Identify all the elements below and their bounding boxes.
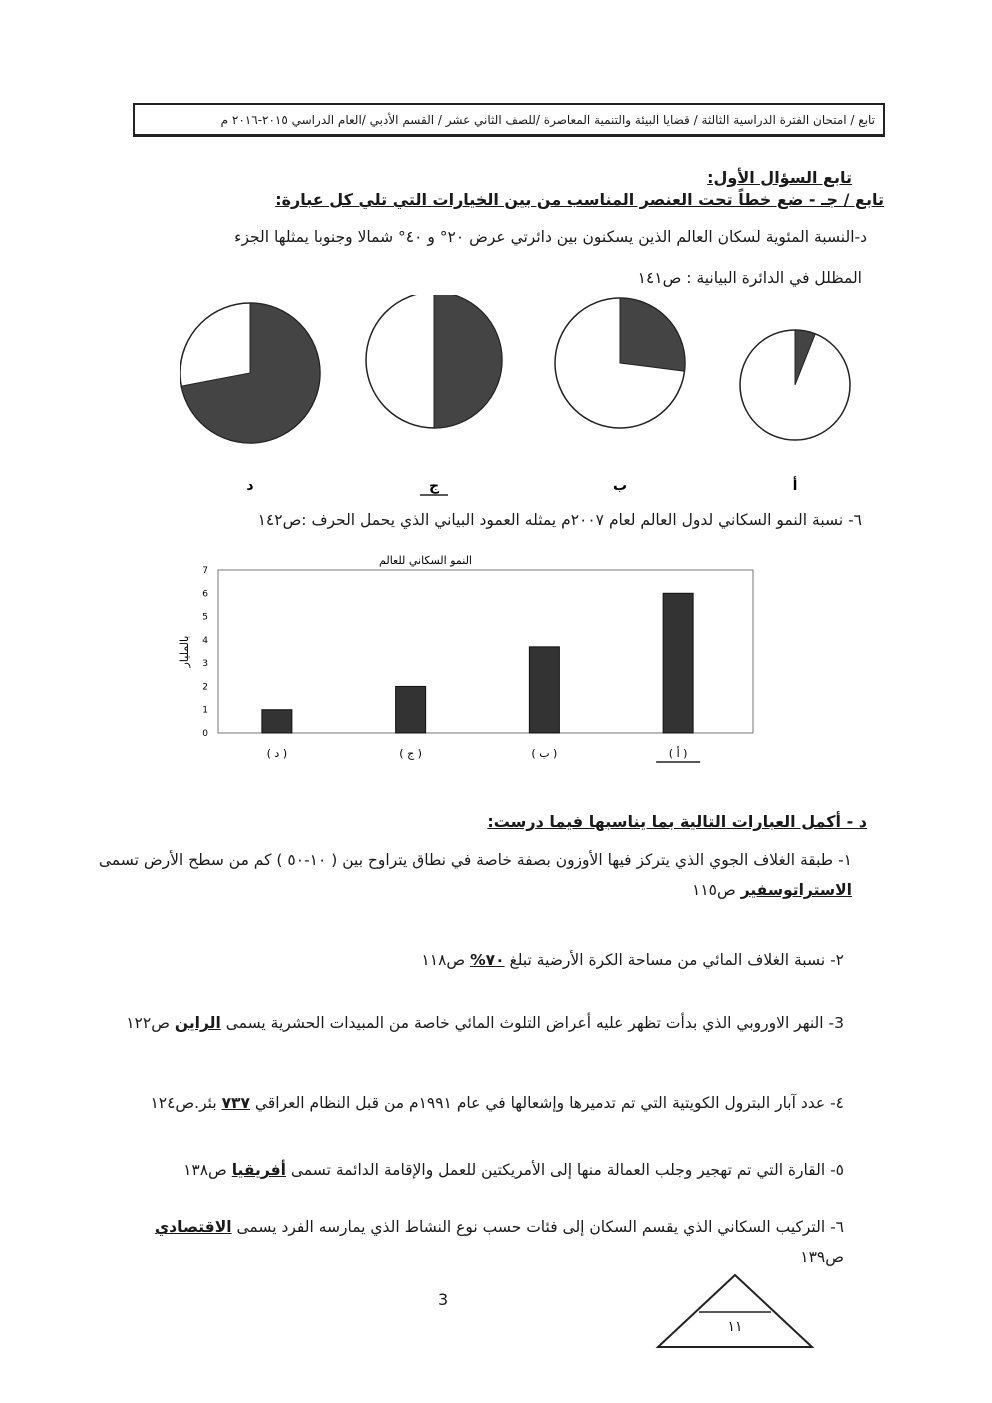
- x-tick-label: ( ب ): [531, 747, 558, 760]
- item-ref: ص١١٥: [692, 881, 736, 899]
- section-subtitle: تابع / جـ - ضع خطاً تحت العنصر المناسب من بين الخيارات التي تلي كل عبارة:: [275, 190, 884, 209]
- partD-item-4: [114, 1088, 844, 1118]
- partD-item-5: [124, 1155, 844, 1185]
- item-number: ٥-: [830, 1161, 844, 1179]
- x-tick-label: ( أ ): [668, 747, 688, 760]
- item-ref: بئر.ص١٢٤: [150, 1094, 217, 1112]
- item-number: ١-: [838, 851, 852, 869]
- section-title: تابع السؤال الأول:: [707, 168, 852, 187]
- item-text: طبقة الغلاف الجوي الذي يتركز فيها الأوزون بصفة خاصة في نطاق يتراوح بين ( ١٠-٥٠ ) كم من سطح الأرض تسمى: [98, 851, 834, 869]
- item-answer: أفريقيا: [231, 1161, 286, 1179]
- population-growth-chart: [168, 554, 768, 784]
- score-value: ١١: [727, 1319, 743, 1335]
- item-text: القارة التي تم تهجير وجلب العمالة منها إلى الأمريكتين للعمل والإقامة الدائمة تسمى: [290, 1161, 826, 1179]
- item-text: عدد آبار البترول الكويتية التي تم تدميرها وإشعالها في عام ١٩٩١م من قبل النظام العراقي: [254, 1094, 826, 1112]
- partD-item-2: [144, 945, 844, 975]
- item-answer: ٧٣٧: [221, 1094, 250, 1112]
- item-answer: ٧٠%: [470, 951, 505, 969]
- bar: [663, 593, 693, 733]
- item-answer: الراين: [174, 1014, 221, 1032]
- pie-option-label: أ: [792, 478, 798, 494]
- page-number: 3: [438, 1290, 449, 1309]
- y-tick-label: 0: [202, 729, 208, 739]
- item-number: 3-: [828, 1014, 844, 1032]
- exam-header-text: تابع / امتحان الفترة الدراسية الثالثة / قضايا البيئة والتنمية المعاصرة /للصف الثاني عشر / القسم الأدبي /العام الدراسي ٢٠١٥-٢٠١٦ م: [220, 113, 875, 127]
- y-tick-label: 1: [202, 705, 208, 716]
- item-text: التركيب السكاني الذي يقسم السكان إلى فئات حسب نوع النشاط الذي يمارسه الفرد يسمى: [236, 1218, 826, 1236]
- y-tick-label: 7: [202, 566, 208, 576]
- bar: [262, 710, 292, 733]
- item-answer: الاستراتوسفير: [740, 881, 852, 899]
- item-number: ٢-: [830, 951, 844, 969]
- item-text: نسبة الغلاف المائي من مساحة الكرة الأرضية تبلغ: [509, 951, 826, 969]
- score-triangle: [655, 1272, 815, 1354]
- item-answer: الاقتصادي: [154, 1218, 232, 1236]
- item-ref: ص١١٨: [421, 951, 466, 969]
- pie-option-label: د: [246, 478, 254, 494]
- x-tick-label: ( ج ): [399, 747, 422, 760]
- item-ref: ص١٣٨: [183, 1161, 227, 1179]
- pie-options: [180, 295, 880, 505]
- y-tick-label: 6: [202, 589, 208, 600]
- y-tick-label: 2: [202, 682, 208, 693]
- chart-ylabel: بالمليار: [178, 635, 191, 668]
- bar: [529, 647, 559, 733]
- y-tick-label: 5: [202, 612, 208, 623]
- item-number: ٤-: [830, 1094, 844, 1112]
- q5-text-line2: المظلل في الدائرة البيانية : ص١٤١: [637, 269, 862, 287]
- pie-shaded-slice: [620, 298, 685, 371]
- pie-option-label: ج: [428, 478, 440, 494]
- exam-header: [133, 103, 885, 137]
- pie-shaded-slice: [434, 295, 502, 428]
- item-ref: ص١٣٩: [800, 1248, 844, 1266]
- chart-title: النمو السكاني للعالم: [379, 554, 472, 567]
- item-number: ٦-: [830, 1218, 844, 1236]
- partD-title: د - أكمل العبارات التالية بما يناسبها فيما درست:: [487, 812, 867, 831]
- pie-option-label: ب: [612, 478, 628, 494]
- y-tick-label: 4: [202, 635, 208, 646]
- q5-text-line1: د-النسبة المئوية لسكان العالم الذين يسكنون بين دائرتي عرض ٢٠° و ٤٠° شمالا وجنوبا يمثلها الجزء: [234, 228, 867, 246]
- partD-item-6: [114, 1212, 844, 1272]
- bar: [396, 686, 426, 733]
- q6-text: ٦- نسبة النمو السكاني لدول العالم لعام ٢٠٠٧م يمثله العمود البياني الذي يحمل الحرف :ص١٤٢: [257, 511, 862, 529]
- item-ref: ص١٢٢: [126, 1014, 170, 1032]
- item-text: النهر الاوروبي الذي بدأت تظهر عليه أعراض التلوث المائي خاصة من المبيدات الحشرية يسمى: [225, 1014, 824, 1032]
- x-tick-label: ( د ): [266, 747, 288, 760]
- triangle-shape: [658, 1275, 812, 1347]
- partD-item-1: [92, 845, 852, 905]
- partD-item-3: [104, 1008, 844, 1038]
- y-tick-label: 3: [202, 659, 208, 670]
